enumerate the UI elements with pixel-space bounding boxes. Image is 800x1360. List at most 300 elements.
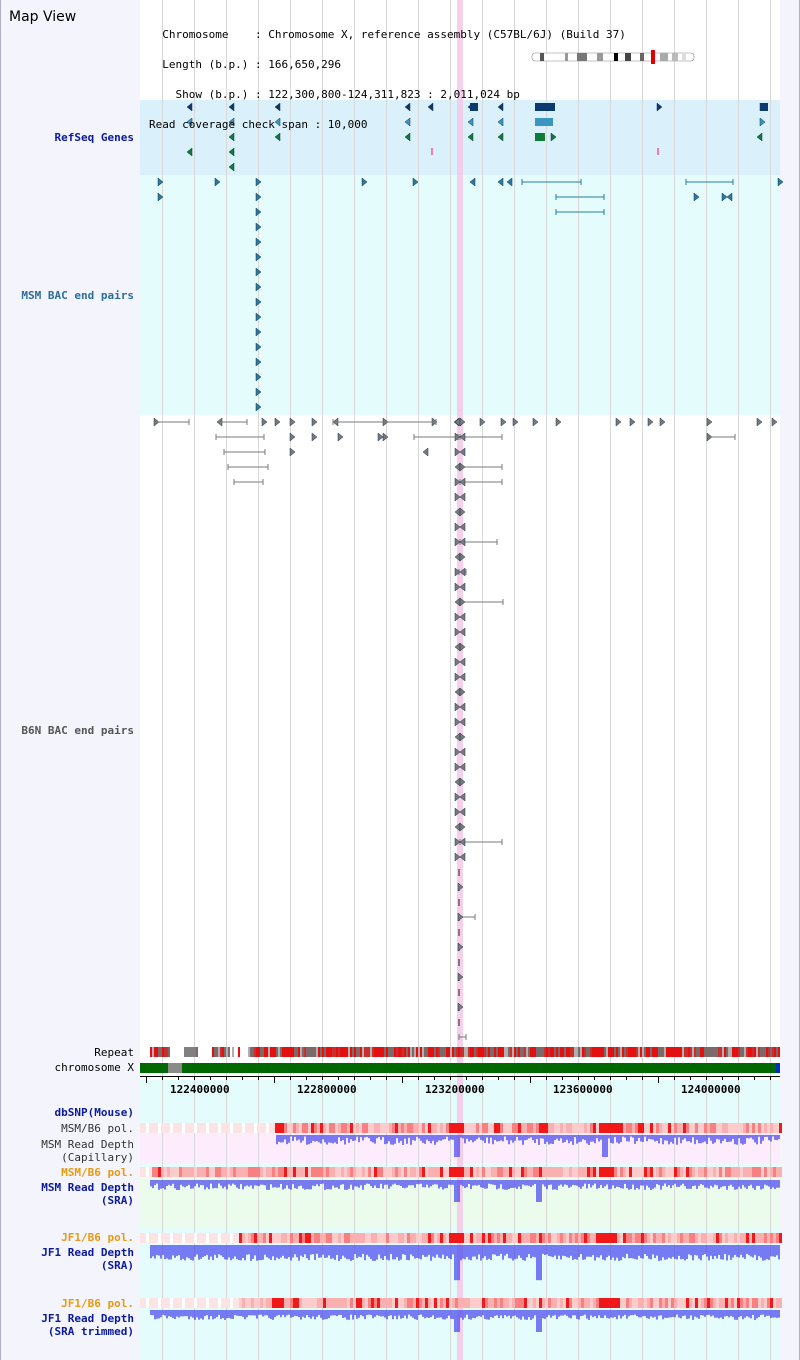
polymorphism-cell: [596, 1167, 599, 1177]
polymorphism-cell: [341, 1167, 344, 1177]
read-depth-bar: [402, 1310, 404, 1318]
polymorphism-cell: [620, 1167, 623, 1177]
read-depth-bar: [770, 1135, 772, 1142]
read-depth-bar: [540, 1245, 542, 1280]
repeat-block: [316, 1047, 318, 1057]
read-depth-bar: [596, 1310, 598, 1318]
polymorphism-cell: [494, 1123, 497, 1133]
track-label-jf1-b6-pol-2: JF1/B6 pol.: [61, 1297, 134, 1310]
read-depth-bar: [528, 1135, 530, 1138]
read-depth-bar: [380, 1245, 382, 1258]
polymorphism-cell: [344, 1233, 347, 1243]
read-depth-bar: [554, 1180, 556, 1189]
polymorphism-cell: [713, 1233, 716, 1243]
read-depth-bar: [464, 1310, 466, 1318]
read-depth-bar: [286, 1245, 288, 1259]
repeat-block: [248, 1047, 250, 1057]
polymorphism-cell: [497, 1123, 500, 1133]
polymorphism-cell: [398, 1233, 401, 1243]
read-depth-bar: [156, 1310, 158, 1319]
polymorphism-cell: [464, 1233, 467, 1243]
read-depth-bar: [336, 1180, 338, 1187]
polymorphism-cell: [620, 1298, 623, 1308]
read-depth-bar: [332, 1245, 334, 1258]
polymorphism-cell: [251, 1233, 254, 1243]
read-depth-bar: [622, 1310, 624, 1316]
read-depth-bar: [228, 1180, 230, 1184]
repeat-block: [402, 1047, 404, 1057]
read-depth-bar: [502, 1245, 504, 1260]
read-depth-bar: [630, 1310, 632, 1315]
polymorphism-cell: [392, 1298, 395, 1308]
read-depth-bar: [736, 1245, 738, 1257]
polymorphism-cell: [557, 1123, 560, 1133]
read-depth-bar: [284, 1180, 286, 1189]
polymorphism-cell: [635, 1123, 638, 1133]
read-depth-bar: [592, 1310, 594, 1317]
read-depth-bar: [750, 1245, 752, 1256]
repeat-block: [320, 1047, 322, 1057]
polymorphism-cell: [674, 1298, 677, 1308]
repeat-block: [606, 1047, 608, 1057]
polymorphism-cell: [545, 1298, 548, 1308]
read-depth-bar: [598, 1245, 600, 1258]
polymorphism-cell: [155, 1123, 158, 1133]
polymorphism-cell: [578, 1123, 581, 1133]
read-depth-bar: [560, 1245, 562, 1259]
polymorphism-cell: [296, 1233, 299, 1243]
read-depth-bar: [686, 1180, 688, 1189]
repeat-block: [250, 1047, 252, 1057]
read-depth-bar: [304, 1180, 306, 1190]
repeat-block: [736, 1047, 738, 1057]
repeat-block: [508, 1047, 510, 1057]
read-depth-bar: [768, 1245, 770, 1260]
read-depth-bar: [272, 1310, 274, 1320]
read-depth-bar: [636, 1310, 638, 1316]
polymorphism-cell: [284, 1233, 287, 1243]
b6n-bac-end-marker: [648, 418, 653, 426]
polymorphism-cell: [473, 1167, 476, 1177]
read-depth-bar: [340, 1245, 342, 1259]
read-depth-bar: [728, 1135, 730, 1142]
polymorphism-cell: [452, 1123, 455, 1133]
polymorphism-cell: [167, 1123, 170, 1133]
read-depth-bar: [712, 1245, 714, 1259]
read-depth-bar: [648, 1245, 650, 1259]
read-depth-bar: [508, 1180, 510, 1189]
ideogram-band: [625, 53, 631, 61]
repeat-block: [328, 1047, 330, 1057]
read-depth-bar: [684, 1245, 686, 1260]
polymorphism-cell: [473, 1298, 476, 1308]
polymorphism-cell: [401, 1233, 404, 1243]
read-depth-bar: [472, 1245, 474, 1257]
polymorphism-cell: [164, 1123, 167, 1133]
polymorphism-cell: [164, 1233, 167, 1243]
polymorphism-cell: [356, 1298, 359, 1308]
polymorphism-cell: [422, 1233, 425, 1243]
read-depth-bar: [752, 1310, 754, 1315]
polymorphism-cell: [692, 1233, 695, 1243]
read-depth-bar: [706, 1135, 708, 1144]
read-depth-bar: [544, 1135, 546, 1144]
read-depth-bar: [694, 1135, 696, 1144]
repeat-block: [302, 1047, 304, 1057]
read-depth-bar: [618, 1245, 620, 1261]
b6n-bac-end-marker: [458, 989, 460, 996]
repeat-block: [750, 1047, 752, 1057]
read-depth-bar: [520, 1135, 522, 1140]
read-depth-bar: [196, 1180, 198, 1184]
polymorphism-cell: [509, 1233, 512, 1243]
read-depth-bar: [728, 1180, 730, 1186]
polymorphism-cell: [557, 1233, 560, 1243]
read-depth-bar: [350, 1135, 352, 1139]
read-depth-bar: [600, 1180, 602, 1185]
read-depth-bar: [282, 1180, 284, 1190]
polymorphism-cell: [317, 1167, 320, 1177]
polymorphism-cell: [416, 1233, 419, 1243]
polymorphism-cell: [746, 1298, 749, 1308]
polymorphism-cell: [545, 1123, 548, 1133]
read-depth-bar: [334, 1310, 336, 1315]
polymorphism-cell: [359, 1233, 362, 1243]
read-depth-bar: [556, 1245, 558, 1259]
polymorphism-cell: [491, 1123, 494, 1133]
read-depth-bar: [322, 1180, 324, 1184]
read-depth-bar: [152, 1245, 154, 1256]
repeat-block: [226, 1047, 228, 1057]
read-depth-bar: [220, 1245, 222, 1255]
read-depth-bar: [340, 1180, 342, 1185]
read-depth-bar: [590, 1310, 592, 1316]
read-depth-bar: [250, 1310, 252, 1315]
repeat-block: [434, 1047, 436, 1057]
read-depth-bar: [568, 1310, 570, 1318]
read-depth-bar: [332, 1180, 334, 1186]
polymorphism-cell: [764, 1167, 767, 1177]
read-depth-bar: [734, 1245, 736, 1255]
read-depth-bar: [530, 1135, 532, 1137]
read-depth-bar: [358, 1245, 360, 1257]
polymorphism-cell: [584, 1233, 587, 1243]
read-depth-bar: [182, 1180, 184, 1186]
polymorphism-cell: [617, 1167, 620, 1177]
polymorphism-cell: [383, 1298, 386, 1308]
read-depth-bar: [708, 1310, 710, 1315]
read-depth-bar: [536, 1310, 538, 1332]
polymorphism-cell: [143, 1123, 146, 1133]
read-depth-bar: [626, 1180, 628, 1188]
repeat-block: [756, 1047, 758, 1057]
polymorphism-cell: [641, 1167, 644, 1177]
polymorphism-cell: [305, 1167, 308, 1177]
polymorphism-cell: [242, 1233, 245, 1243]
repeat-block: [506, 1047, 508, 1057]
polymorphism-cell: [515, 1298, 518, 1308]
polymorphism-cell: [635, 1167, 638, 1177]
read-depth-bar: [346, 1310, 348, 1320]
polymorphism-cell: [401, 1123, 404, 1133]
read-depth-bar: [688, 1180, 690, 1189]
polymorphism-cell: [575, 1123, 578, 1133]
polymorphism-cell: [365, 1233, 368, 1243]
polymorphism-cell: [239, 1123, 242, 1133]
repeat-block: [430, 1047, 432, 1057]
read-depth-bar: [192, 1180, 194, 1188]
read-depth-bar: [306, 1310, 308, 1315]
read-depth-bar: [454, 1245, 456, 1280]
read-depth-bar: [536, 1135, 538, 1139]
read-depth-bar: [276, 1245, 278, 1258]
repeat-block: [500, 1047, 502, 1057]
repeat-block: [608, 1047, 610, 1057]
read-depth-bar: [618, 1180, 620, 1187]
repeat-block: [390, 1047, 392, 1057]
polymorphism-cell: [578, 1167, 581, 1177]
read-depth-bar: [314, 1135, 316, 1142]
read-depth-bar: [552, 1245, 554, 1257]
read-depth-bar: [650, 1135, 652, 1139]
read-depth-bar: [182, 1245, 184, 1259]
read-depth-bar: [366, 1135, 368, 1137]
read-depth-bar: [326, 1180, 328, 1189]
repeat-block: [760, 1047, 762, 1057]
polymorphism-cell: [419, 1167, 422, 1177]
read-depth-bar: [514, 1180, 516, 1188]
read-depth-bar: [430, 1135, 432, 1143]
polymorphism-cell: [692, 1123, 695, 1133]
read-depth-bar: [628, 1310, 630, 1316]
read-depth-bar: [688, 1245, 690, 1254]
track-label-refseq-genes[interactable]: RefSeq Genes: [54, 131, 134, 144]
read-depth-bar: [460, 1310, 462, 1318]
polymorphism-cell: [689, 1123, 692, 1133]
polymorphism-cell: [566, 1123, 569, 1133]
read-depth-bar: [294, 1135, 296, 1137]
track-label-sra: (SRA): [100, 1194, 134, 1207]
polymorphism-cell: [557, 1167, 560, 1177]
polymorphism-cell: [242, 1298, 245, 1308]
polymorphism-cell: [224, 1233, 227, 1243]
track-label-b6n-bac[interactable]: B6N BAC end pairs: [21, 724, 134, 737]
read-depth-bar: [664, 1135, 666, 1140]
read-depth-bar: [530, 1245, 532, 1258]
polymorphism-cell: [191, 1298, 194, 1308]
read-depth-bar: [444, 1310, 446, 1320]
read-depth-bar: [628, 1245, 630, 1258]
read-depth-bar: [448, 1310, 450, 1316]
read-depth-bar: [168, 1180, 170, 1185]
polymorphism-cell: [521, 1233, 524, 1243]
read-depth-bar: [460, 1245, 462, 1260]
read-depth-bar: [410, 1180, 412, 1185]
read-depth-bar: [308, 1135, 310, 1144]
read-depth-bar: [278, 1135, 280, 1142]
read-depth-bar: [380, 1135, 382, 1140]
polymorphism-cell: [671, 1167, 674, 1177]
read-depth-bar: [724, 1135, 726, 1139]
read-depth-bar: [224, 1310, 226, 1320]
polymorphism-cell: [284, 1123, 287, 1133]
polymorphism-cell: [728, 1123, 731, 1133]
read-depth-bar: [154, 1180, 156, 1185]
read-depth-bar: [436, 1135, 438, 1142]
read-depth-bar: [298, 1245, 300, 1261]
polymorphism-cell: [755, 1167, 758, 1177]
b6n-bac-end-marker: [458, 929, 460, 936]
read-depth-bar: [608, 1135, 610, 1138]
read-depth-bar: [730, 1135, 732, 1142]
read-depth-bar: [382, 1135, 384, 1137]
polymorphism-cell: [698, 1298, 701, 1308]
read-depth-bar: [376, 1135, 378, 1138]
repeat-block: [558, 1047, 560, 1057]
read-depth-bar: [774, 1310, 776, 1317]
polymorphism-cell: [404, 1233, 407, 1243]
read-depth-bar: [254, 1310, 256, 1315]
polymorphism-cell: [563, 1167, 566, 1177]
polymorphism-cell: [479, 1298, 482, 1308]
polymorphism-cell: [356, 1167, 359, 1177]
read-depth-bar: [328, 1310, 330, 1318]
repeat-block: [728, 1047, 730, 1057]
right-margin: [780, 0, 800, 1360]
polymorphism-cell: [671, 1233, 674, 1243]
polymorphism-cell: [374, 1167, 377, 1177]
read-depth-bar: [650, 1180, 652, 1190]
polymorphism-cell: [740, 1167, 743, 1177]
polymorphism-cell: [506, 1298, 509, 1308]
polymorphism-cell: [473, 1233, 476, 1243]
read-depth-bar: [570, 1180, 572, 1187]
polymorphism-cell: [446, 1298, 449, 1308]
polymorphism-cell: [218, 1298, 221, 1308]
ideogram-position-marker: [651, 50, 655, 64]
b6n-bac-end-marker: [556, 418, 561, 426]
read-depth-bar: [776, 1180, 778, 1188]
repeat-block: [452, 1047, 454, 1057]
read-depth-bar: [262, 1180, 264, 1185]
read-depth-bar: [448, 1245, 450, 1258]
polymorphism-cell: [485, 1233, 488, 1243]
polymorphism-cell: [215, 1233, 218, 1243]
read-depth-bar: [728, 1310, 730, 1317]
read-depth-bar: [634, 1180, 636, 1190]
polymorphism-cell: [527, 1298, 530, 1308]
polymorphism-cell: [665, 1233, 668, 1243]
read-depth-bar: [246, 1310, 248, 1317]
polymorphism-cell: [614, 1233, 617, 1243]
read-depth-bar: [510, 1245, 512, 1258]
repeat-block: [274, 1047, 276, 1057]
read-depth-bar: [540, 1310, 542, 1332]
read-depth-bar: [636, 1180, 638, 1188]
polymorphism-cell: [152, 1233, 155, 1243]
read-depth-bar: [164, 1180, 166, 1190]
read-depth-bar: [698, 1180, 700, 1186]
read-depth-bar: [470, 1310, 472, 1320]
polymorphism-cell: [677, 1233, 680, 1243]
polymorphism-cell: [680, 1298, 683, 1308]
read-depth-bar: [626, 1245, 628, 1254]
repeat-block: [168, 1047, 170, 1057]
polymorphism-cell: [392, 1167, 395, 1177]
read-depth-bar: [244, 1180, 246, 1186]
repeat-block: [278, 1047, 280, 1057]
read-depth-bar: [726, 1310, 728, 1316]
b6n-bac-end-marker: [275, 418, 280, 426]
read-depth-bar: [254, 1245, 256, 1255]
polymorphism-cell: [695, 1233, 698, 1243]
polymorphism-cell: [314, 1298, 317, 1308]
read-depth-bar: [668, 1180, 670, 1185]
repeat-block: [578, 1047, 580, 1057]
polymorphism-cell: [338, 1167, 341, 1177]
read-depth-bar: [302, 1135, 304, 1141]
polymorphism-cell: [335, 1298, 338, 1308]
track-label-msm-bac[interactable]: MSM BAC end pairs: [21, 289, 134, 302]
track-label-msm-read-depth-capillary: MSM Read Depth: [41, 1138, 134, 1151]
read-depth-bar: [276, 1180, 278, 1188]
polymorphism-cell: [590, 1167, 593, 1177]
read-depth-bar: [208, 1245, 210, 1260]
repeat-block: [644, 1047, 646, 1057]
read-depth-bar: [678, 1310, 680, 1318]
polymorphism-cell: [161, 1233, 164, 1243]
polymorphism-cell: [416, 1123, 419, 1133]
read-depth-bar: [276, 1135, 278, 1144]
read-depth-bar: [716, 1180, 718, 1185]
read-depth-bar: [614, 1245, 616, 1261]
polymorphism-cell: [428, 1298, 431, 1308]
read-depth-bar: [200, 1310, 202, 1318]
repeat-block: [676, 1047, 678, 1057]
polymorphism-cell: [311, 1167, 314, 1177]
track-label-dbsnp[interactable]: dbSNP(Mouse): [54, 1106, 134, 1119]
read-depth-bar: [672, 1135, 674, 1144]
read-depth-bar: [398, 1310, 400, 1316]
polymorphism-cell: [611, 1298, 614, 1308]
read-depth-bar: [462, 1245, 464, 1259]
polymorphism-cell: [326, 1167, 329, 1177]
read-depth-bar: [584, 1180, 586, 1184]
read-depth-bar: [664, 1180, 666, 1184]
polymorphism-cell: [149, 1233, 152, 1243]
read-depth-bar: [444, 1135, 446, 1139]
polymorphism-cell: [605, 1298, 608, 1308]
repeat-block: [678, 1047, 680, 1057]
polymorphism-cell: [209, 1233, 212, 1243]
read-depth-bar: [730, 1310, 732, 1316]
repeat-block: [398, 1047, 400, 1057]
read-depth-bar: [490, 1135, 492, 1138]
polymorphism-cell: [362, 1167, 365, 1177]
read-depth-bar: [528, 1310, 530, 1317]
read-depth-bar: [744, 1135, 746, 1144]
repeat-block: [224, 1047, 226, 1057]
read-depth-bar: [222, 1245, 224, 1257]
repeat-block: [732, 1047, 734, 1057]
polymorphism-cell: [608, 1167, 611, 1177]
read-depth-bar: [256, 1310, 258, 1319]
read-depth-bar: [574, 1135, 576, 1137]
read-depth-bar: [372, 1245, 374, 1261]
polymorphism-cell: [749, 1298, 752, 1308]
read-depth-bar: [602, 1245, 604, 1260]
read-depth-bar: [424, 1135, 426, 1144]
